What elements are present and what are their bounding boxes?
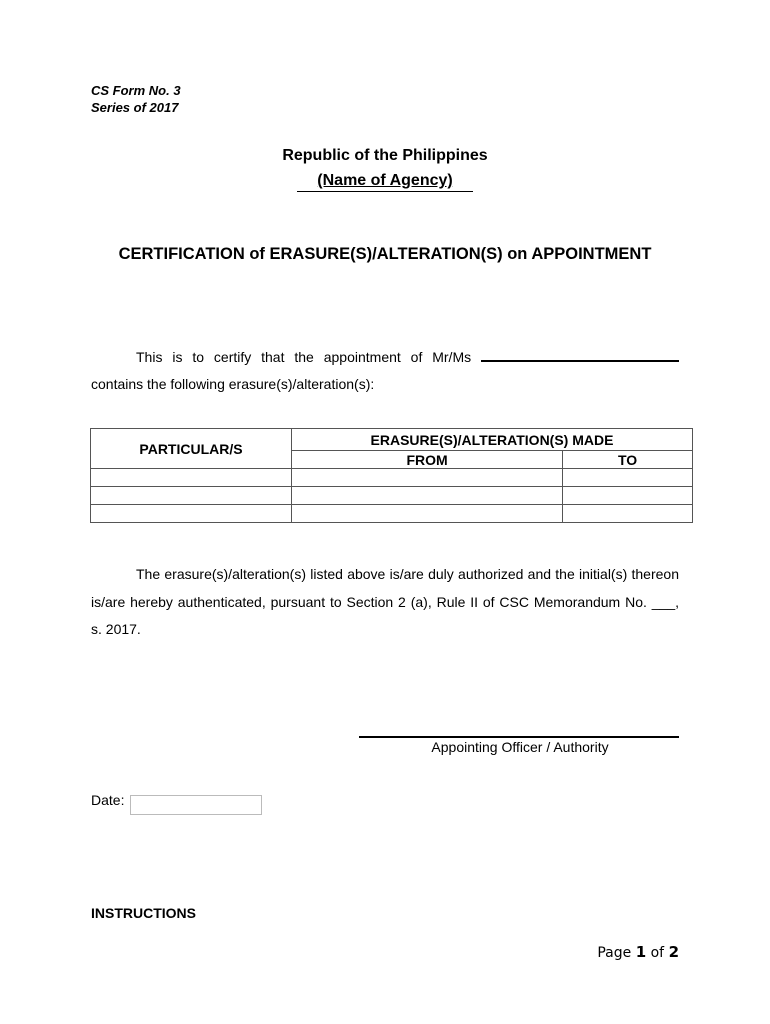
- page-of: of: [650, 945, 665, 961]
- date-label: Date:: [91, 792, 125, 808]
- col-erasure-group: ERASURE(S)/ALTERATION(S) MADE: [292, 429, 693, 451]
- agency-heading: [0, 172, 770, 192]
- page-total: 2: [668, 943, 679, 961]
- form-series: Series of 2017: [91, 100, 179, 115]
- instructions-heading: INSTRUCTIONS: [91, 905, 196, 921]
- certify-paragraph: [91, 344, 679, 398]
- table-row: [91, 469, 693, 487]
- to-cell[interactable]: [563, 505, 693, 523]
- republic-heading: Republic of the Philippines: [282, 147, 488, 164]
- from-cell[interactable]: [292, 469, 563, 487]
- page-indicator: [560, 943, 679, 961]
- table-row: [91, 487, 693, 505]
- particulars-cell[interactable]: [91, 505, 292, 523]
- certify-line-1: [91, 344, 679, 371]
- name-blank-line[interactable]: [481, 346, 679, 362]
- particulars-cell[interactable]: [91, 469, 292, 487]
- certify-text: This is to certify that the appointment of Mr/Ms: [136, 349, 472, 365]
- table-row: [91, 505, 693, 523]
- date-field[interactable]: [130, 795, 262, 815]
- document-title: CERTIFICATION of ERASURE(S)/ALTERATION(S) on APPOINTMENT: [118, 245, 652, 263]
- signature-label: Appointing Officer / Authority: [431, 739, 609, 755]
- agency-name: (Name of Agency): [297, 172, 472, 192]
- signature-line: [359, 736, 679, 738]
- form-number: CS Form No. 3: [91, 83, 181, 98]
- from-cell[interactable]: [292, 487, 563, 505]
- certify-line-2: contains the following erasure(s)/alteration(s):: [91, 376, 375, 392]
- to-cell[interactable]: [563, 487, 693, 505]
- authorization-text: The erasure(s)/alteration(s) listed above is/are duly authorized and the initial(s) thereon is/are hereby authenticated, pursuant to Section 2 (a), Rule II of CSC Memorandum No. ___, s. 2017.: [91, 566, 679, 637]
- authorization-paragraph: [91, 561, 679, 644]
- col-to: TO: [563, 451, 693, 469]
- to-cell[interactable]: [563, 469, 693, 487]
- col-from: FROM: [292, 451, 563, 469]
- particulars-cell[interactable]: [91, 487, 292, 505]
- erasure-table: [90, 428, 693, 523]
- page-current: 1: [635, 943, 647, 961]
- form-number-block: [91, 82, 181, 116]
- from-cell[interactable]: [292, 505, 563, 523]
- page-prefix: Page: [597, 945, 632, 961]
- col-particulars: PARTICULAR/S: [91, 429, 292, 469]
